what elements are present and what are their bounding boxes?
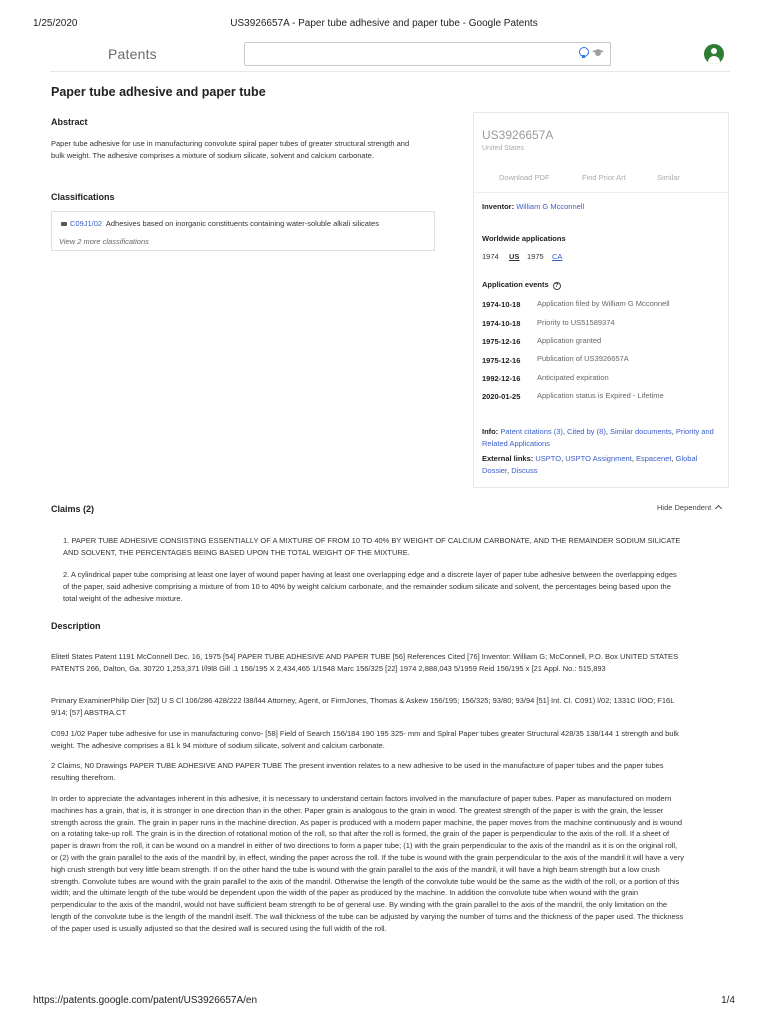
patent-sidebar bbox=[473, 112, 729, 488]
help-icon[interactable]: ? bbox=[553, 282, 561, 290]
description-paragraph: Elitetl States Patent 1191 McConnell Dec. 16, 1975 [54] PAPER TUBE ADHESIVE AND PAPER TUBE [56] References Cited [76] Inventor: William G; McConnell, P.O. Box UNITED STATES PATENTS 266, Dalton, Ga. 30720 1,253,371 l/l9l8 Gill .1 156/195 X 2,434,465 1/1948 Marc 156/325 [22] 1974 2,888,043 5/1959 Reid 156/195 x [21 Appl. No.: 515,893 bbox=[51, 652, 679, 673]
lightbulb-icon[interactable] bbox=[579, 47, 587, 58]
inventor-link[interactable]: William G Mcconnell bbox=[516, 202, 585, 211]
print-date: 1/25/2020 bbox=[33, 18, 78, 29]
classifications-box bbox=[51, 211, 435, 251]
print-url: https://patents.google.com/patent/US3926657A/en bbox=[33, 995, 258, 1006]
external-links-label: External links: bbox=[482, 454, 534, 463]
download-pdf-button[interactable]: Download PDF bbox=[499, 173, 550, 182]
description-paragraph: 2 Claims, N0 Drawings PAPER TUBE ADHESIVE AND PAPER TUBE The present invention relates to a new adhesive to be used in the manufacture of paper tubes and the paper tubes resulting therefrom. bbox=[51, 761, 664, 782]
sidebar-divider bbox=[474, 192, 728, 193]
classification-bullet-icon bbox=[61, 222, 67, 226]
event-date: 1974-10-18 bbox=[482, 300, 521, 309]
application-events-text: Application events bbox=[482, 280, 549, 289]
abstract-text: Paper tube adhesive for use in manufacturing convolute spiral paper tubes of greater structural strength and bulk weight. The adhesive comprises a mixture of sodium silicate, solvent and calcium carbonate. bbox=[51, 139, 410, 160]
uspto-assignment-link[interactable]: USPTO Assignment bbox=[565, 454, 632, 463]
espacenet-link[interactable]: Espacenet bbox=[635, 454, 672, 463]
publication-country: United States bbox=[482, 145, 525, 152]
hide-dependent-toggle[interactable] bbox=[657, 503, 721, 512]
event-description: Application status is Expired - Lifetime bbox=[537, 391, 664, 400]
event-date: 1992-12-16 bbox=[482, 374, 521, 383]
similar-button[interactable]: Similar bbox=[657, 173, 680, 182]
worldwide-year-1974: 1974 bbox=[482, 252, 499, 261]
print-page-number: 1/4 bbox=[721, 995, 735, 1006]
top-bar bbox=[50, 38, 730, 72]
cited-by-link[interactable]: Cited by (8) bbox=[567, 427, 606, 436]
patents-logo[interactable]: Patents bbox=[108, 46, 157, 62]
account-avatar-icon[interactable] bbox=[704, 44, 724, 64]
event-description: Application granted bbox=[537, 336, 602, 345]
info-label: Info: bbox=[482, 427, 499, 436]
priority-related-applications-link[interactable]: Priority and Related Applications bbox=[482, 427, 714, 448]
abstract-heading: Abstract bbox=[51, 117, 88, 127]
patent-citations-link[interactable]: Patent citations (3) bbox=[500, 427, 563, 436]
claims-heading: Claims (2) bbox=[51, 504, 95, 514]
event-date: 1975-12-16 bbox=[482, 356, 521, 365]
event-description: Priority to US51589374 bbox=[537, 318, 615, 327]
search-icons bbox=[579, 47, 604, 58]
event-date: 1975-12-16 bbox=[482, 337, 521, 346]
patent-title: Paper tube adhesive and paper tube bbox=[51, 85, 266, 99]
info-row: Info: Patent citations (3), Cited by (8), Similar documents, Priority and Related Applications bbox=[482, 427, 714, 448]
worldwide-applications-label: Worldwide applications bbox=[482, 234, 566, 243]
description-heading: Description bbox=[51, 621, 101, 631]
hide-dependent-label: Hide Dependent bbox=[657, 503, 712, 512]
event-date: 1974-10-18 bbox=[482, 319, 521, 328]
similar-documents-link[interactable]: Similar documents bbox=[609, 427, 672, 436]
worldwide-code-ca[interactable]: CA bbox=[552, 252, 563, 261]
global-dossier-link[interactable]: Global Dossier bbox=[482, 454, 698, 475]
external-links-row: External links: USPTO, USPTO Assignment, Espacenet, Global Dossier, Discuss bbox=[482, 454, 698, 475]
claim-item: 2. A cylindrical paper tube comprising at least one layer of wound paper having at least one overlapping edge and a discrete layer of paper tube adhesive between the overlapping edges of the paper, said adhesive comprising a mixture of from 10 to 40% by weight calcium carbonate, and the remainder sodium silicate and solvent, the percentages being based upon the total weight of the adhesive mixture. bbox=[63, 570, 677, 603]
inventor-row bbox=[482, 202, 584, 211]
view-more-classifications[interactable]: View 2 more classifications bbox=[59, 237, 149, 246]
event-description: Publication of US3926657A bbox=[537, 354, 629, 363]
search-input[interactable] bbox=[244, 42, 611, 66]
chevron-up-icon bbox=[715, 505, 722, 512]
classification-code-link[interactable]: C09J1/02 bbox=[70, 219, 103, 228]
worldwide-code-us[interactable]: US bbox=[509, 252, 520, 261]
worldwide-year-1975: 1975 bbox=[527, 252, 544, 261]
description-paragraph: Primary ExaminerPhilip Dier [52] U S Cl 106/286 428/222 l38/l44 Attorney, Agent, or FirmJones, Thomas & Askew 156/195; 156/325; 93/80; 93/94 [51] Int. Cl. C091) l/02; 1331C l/OO; F16L 9/14; [57] ABSTRA.CT bbox=[51, 696, 675, 717]
publication-number: US3926657A bbox=[482, 128, 554, 142]
find-prior-art-button[interactable]: Find Prior Art bbox=[582, 173, 626, 182]
classification-description: Adhesives based on inorganic constituents containing water-soluble alkali silicates bbox=[105, 219, 379, 228]
graduation-cap-icon[interactable] bbox=[592, 47, 604, 57]
claim-item: 1. PAPER TUBE ADHESIVE CONSISTING ESSENTIALLY OF A MIXTURE OF FROM 10 TO 40% BY WEIGHT OF CALCIUM CARBONATE, AND THE REMAINDER SODIUM SILICATE AND SOLVENT, THE PERCENTAGES BEING BASED UPON THE TOTAL WEIGHT OF THE MIXTURE. bbox=[63, 536, 681, 557]
event-date: 2020-01-25 bbox=[482, 392, 521, 401]
uspto-link[interactable]: USPTO bbox=[535, 454, 562, 463]
discuss-link[interactable]: Discuss bbox=[511, 465, 538, 475]
event-description: Application filed by William G Mcconnell bbox=[537, 299, 670, 308]
print-page-title: US3926657A - Paper tube adhesive and paper tube - Google Patents bbox=[230, 18, 538, 29]
classification-row bbox=[61, 219, 379, 228]
classifications-heading: Classifications bbox=[51, 192, 115, 202]
description-paragraph: In order to appreciate the advantages inherent in this adhesive, it is necessary to understand certain factors involved in the manufacture of paper tubes. Paper as manufactured on modern machines has a grain, that is, it is stronger in one direction than in the other. Paper grain is analogous to the grain in wood. The greatest strength of the paper is with the grain, the lesser strength across the grain. The grain in paper runs in the machine direction. As paper is produced with a modern paper machine, the paper moves from the machine continuously and is wound on a rotating take-up roll. The grain is in the direction of rotational motion of the roll, so that after the roll is formed, the grain of the paper is perpendicular to the axis of the roll. If a sheet of paper is drawn from the roll, it can be wound on a mandrel in either of two directions to form a paper tube; (1) with the grain perpendicular to the axis of the mandril as it is on the original roll, or (2) with the grain parallel to the axis of the mandril by, in effect, winding the paper across the roll. If the tube is wound with the grain perpendicular to the axis of the mandril it will have a very high crush strength but very little beam strength. If on the other hand the tube is wound with the grain parallel to the axis of the mandril, it will have a high beam strength but a low crush strength. Convolute tubes are wound with the grain parallel to the axis of the mandril. Otherwise the length of the convolute tube would be the same as the width of the roll, or a portion of this width; and the ultimate length of the tube would be dependent upon the width of the paper as produced by the machine. In addition the convolute tube when wound with the grain perpendicular to the axis of the mandril, would not have sufficient beam strength to be of general use. By winding with the grain parallel to the axis of the mandril, the only limitation on the length of the convolute tube is the length of the mandril itself. The wall thickness of the tube can be adjusted by varying the number of turns and the thickness of the paper used. The thickness of the paper used is usually adjusted so that the desired wall is secured using the full width of the roll. bbox=[51, 794, 684, 933]
description-paragraph: C09J 1/02 Paper tube adhesive for use in manufacturing convo- [58] Field of Search 156/184 190 195 325- mm and Splral Paper tubes greater Structural 428/35 138/144 1 strength and bulk weight. The adhesive comprises a 81 k 94 mixture of sodium silicate, solvent and calcium carbonate. bbox=[51, 729, 679, 750]
application-events-label bbox=[482, 280, 561, 290]
inventor-label: Inventor: bbox=[482, 202, 515, 211]
event-description: Anticipated expiration bbox=[537, 373, 609, 382]
